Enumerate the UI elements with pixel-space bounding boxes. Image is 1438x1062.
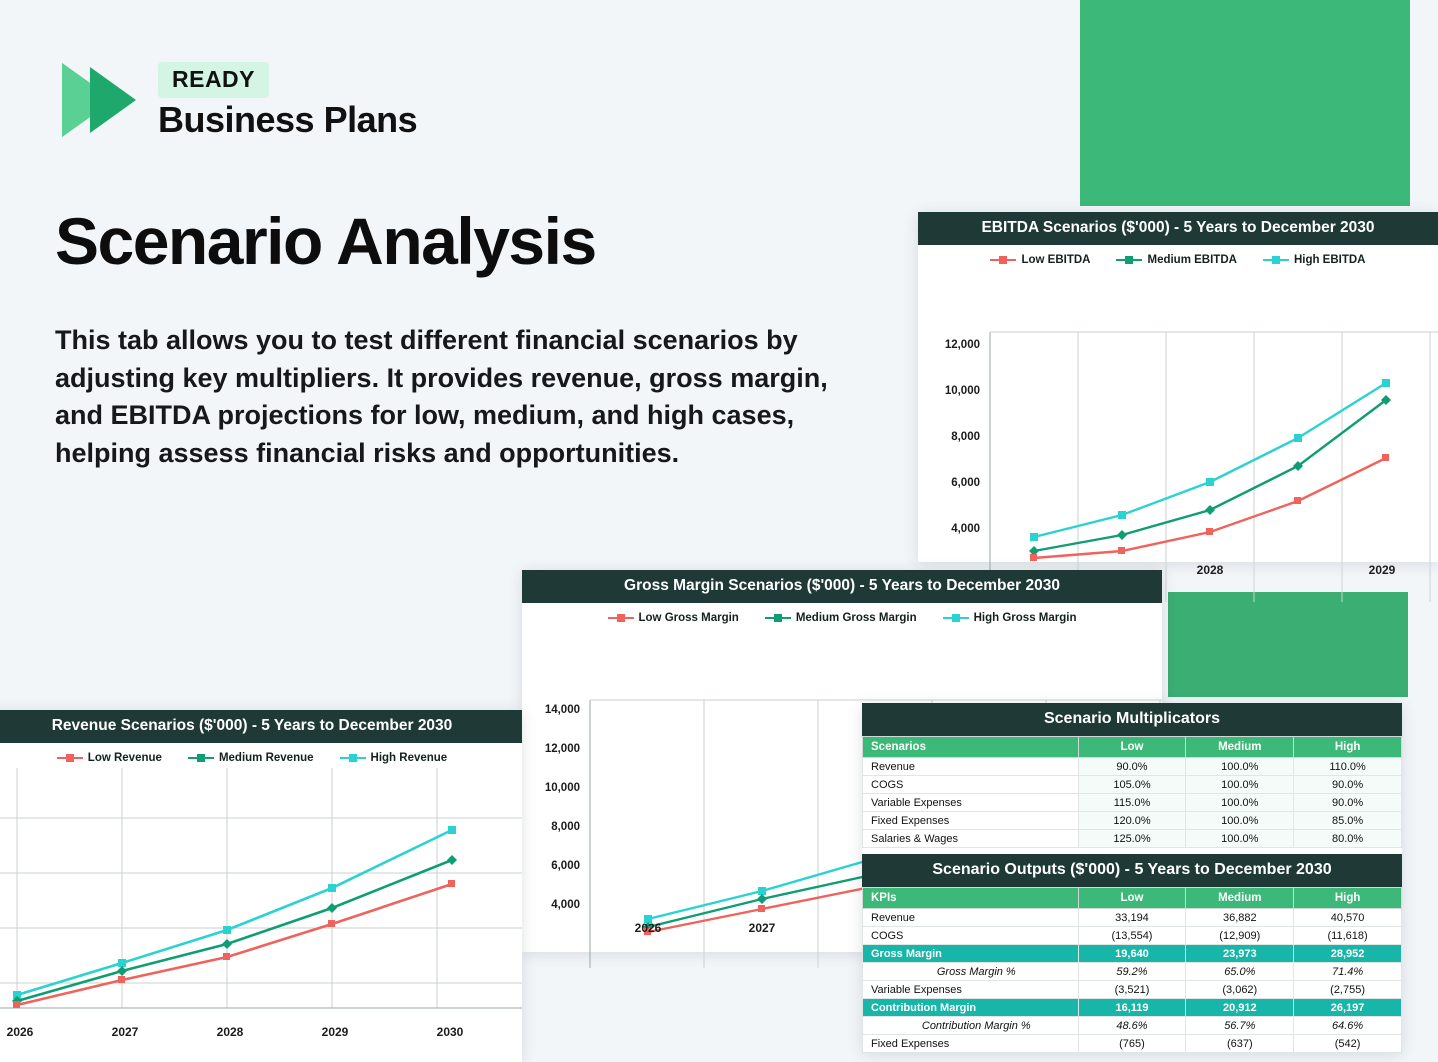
play-arrow-icon (56, 55, 140, 145)
ebitda-scenarios-chart-card (918, 212, 1438, 577)
col-low: Low (1078, 737, 1186, 758)
table-row (863, 758, 1402, 776)
gross-margin-xtick-2026: 2026 (634, 921, 662, 935)
legend-label-medium: Medium EBITDA (1147, 254, 1237, 266)
cell-low: 19,640 (1078, 945, 1186, 963)
cell-medium: (12,909) (1186, 927, 1294, 945)
legend-label-high: High EBITDA (1293, 254, 1366, 266)
cell-medium: 100.0% (1186, 812, 1294, 830)
gross-margin-chart-title: Gross Margin Scenarios ($'000) - 5 Years to December 2030 (522, 570, 1162, 603)
cell-high: 28,952 (1294, 945, 1402, 963)
decorative-green-block-top (1080, 0, 1410, 206)
cell-medium: 65.0% (1186, 963, 1294, 981)
scenario-tables-card (862, 703, 1402, 1053)
cell-low: 48.6% (1078, 1017, 1186, 1035)
ebitda-xtick-2028: 2028 (1196, 563, 1224, 577)
cell-low: 120.0% (1078, 812, 1186, 830)
revenue-xtick-2029: 2029 (321, 1025, 349, 1039)
row-label: Gross Margin % (863, 963, 1079, 981)
legend-item-medium-revenue (188, 752, 314, 764)
cell-high: 71.4% (1294, 963, 1402, 981)
revenue-chart-title: Revenue Scenarios ($'000) - 5 Years to December 2030 (0, 710, 522, 743)
cell-low: 90.0% (1078, 758, 1186, 776)
table-row (863, 776, 1402, 794)
cell-medium: (3,062) (1186, 981, 1294, 999)
revenue-xtick-2030: 2030 (436, 1025, 464, 1039)
page-title: Scenario Analysis (55, 204, 596, 278)
legend-item-high-ebitda (1263, 254, 1366, 266)
svg-text:4,000: 4,000 (951, 523, 980, 535)
revenue-xtick-2026: 2026 (6, 1025, 34, 1039)
table-row (863, 1017, 1402, 1035)
revenue-xtick-2028: 2028 (216, 1025, 244, 1039)
col-low: Low (1078, 888, 1186, 909)
revenue-chart-legend (0, 743, 522, 768)
cell-low: (13,554) (1078, 927, 1186, 945)
scenario-outputs-title: Scenario Outputs ($'000) - 5 Years to December 2030 (862, 854, 1402, 887)
cell-medium: (637) (1186, 1035, 1294, 1053)
legend-swatch-low (608, 617, 634, 619)
cell-medium: 100.0% (1186, 776, 1294, 794)
cell-high: 110.0% (1294, 758, 1402, 776)
cell-high: (11,618) (1294, 927, 1402, 945)
ebitda-chart-legend (918, 245, 1438, 270)
cell-low: 33,194 (1078, 909, 1186, 927)
svg-text:4,000: 4,000 (551, 899, 580, 911)
table-row (863, 927, 1402, 945)
col-medium: Medium (1186, 888, 1294, 909)
legend-item-low-gross-margin (608, 612, 739, 624)
table-row (863, 812, 1402, 830)
scenario-multiplicators-table (862, 736, 1402, 848)
revenue-plot-area (0, 768, 522, 1052)
legend-item-low-ebitda (990, 254, 1090, 266)
gross-margin-xtick-2027: 2027 (748, 921, 776, 935)
cell-high: 64.6% (1294, 1017, 1402, 1035)
cell-medium: 56.7% (1186, 1017, 1294, 1035)
cell-medium: 36,882 (1186, 909, 1294, 927)
cell-medium: 100.0% (1186, 794, 1294, 812)
svg-text:12,000: 12,000 (944, 339, 980, 351)
svg-text:10,000: 10,000 (944, 385, 980, 397)
table-row (863, 830, 1402, 848)
legend-swatch-medium (1116, 259, 1142, 261)
ebitda-chart-title: EBITDA Scenarios ($'000) - 5 Years to December 2030 (918, 212, 1438, 245)
cell-medium: 20,912 (1186, 999, 1294, 1017)
row-label: Variable Expenses (863, 794, 1079, 812)
cell-medium: 23,973 (1186, 945, 1294, 963)
table-row (863, 981, 1402, 999)
col-high: High (1294, 737, 1402, 758)
legend-swatch-high (1263, 259, 1289, 261)
cell-low: (765) (1078, 1035, 1186, 1053)
cell-low: 105.0% (1078, 776, 1186, 794)
row-label: Fixed Expenses (863, 1035, 1079, 1053)
legend-item-medium-ebitda (1116, 254, 1236, 266)
table-row (863, 909, 1402, 927)
row-label: COGS (863, 927, 1079, 945)
brand-logo (56, 55, 417, 145)
cell-high: 90.0% (1294, 794, 1402, 812)
table-row-highlight (863, 945, 1402, 963)
revenue-scenarios-chart-card (0, 710, 522, 1062)
legend-swatch-medium (188, 757, 214, 759)
legend-swatch-low (57, 757, 83, 759)
legend-label-medium: Medium Gross Margin (795, 612, 917, 624)
cell-high: 40,570 (1294, 909, 1402, 927)
legend-swatch-high (340, 757, 366, 759)
legend-item-high-gross-margin (943, 612, 1077, 624)
table-row (863, 963, 1402, 981)
legend-label-medium: Medium Revenue (218, 752, 314, 764)
cell-low: 125.0% (1078, 830, 1186, 848)
cell-medium: 100.0% (1186, 830, 1294, 848)
row-label: Gross Margin (863, 945, 1079, 963)
legend-item-high-revenue (340, 752, 448, 764)
ready-badge: READY (158, 62, 269, 98)
row-label: COGS (863, 776, 1079, 794)
col-medium: Medium (1186, 737, 1294, 758)
cell-high: (2,755) (1294, 981, 1402, 999)
svg-text:14,000: 14,000 (544, 704, 580, 716)
legend-swatch-low (990, 259, 1016, 261)
svg-text:10,000: 10,000 (544, 782, 580, 794)
gross-margin-chart-legend (522, 603, 1162, 628)
row-label: Revenue (863, 758, 1079, 776)
cell-high: (542) (1294, 1035, 1402, 1053)
scenario-outputs-table (862, 887, 1402, 1053)
svg-text:12,000: 12,000 (544, 743, 580, 755)
page-description: This tab allows you to test different financial scenarios by adjusting key multipliers. It provides revenue, gross margin, and EBITDA projections for low, medium, and high cases, helping assess financial risks and opportunities. (55, 325, 828, 468)
table-header-row (863, 888, 1402, 909)
legend-item-low-revenue (57, 752, 162, 764)
ebitda-xtick-2029: 2029 (1368, 563, 1396, 577)
scenario-multiplicators-title: Scenario Multiplicators (862, 703, 1402, 736)
table-row-highlight (863, 999, 1402, 1017)
row-label: Salaries & Wages (863, 830, 1079, 848)
legend-label-high: High Gross Margin (973, 612, 1077, 624)
row-label: Contribution Margin % (863, 1017, 1079, 1035)
table-header-row (863, 737, 1402, 758)
cell-low: 59.2% (1078, 963, 1186, 981)
legend-swatch-high (943, 617, 969, 619)
cell-low: 16,119 (1078, 999, 1186, 1017)
decorative-green-block-mid (1168, 592, 1408, 697)
col-scenarios: Scenarios (863, 737, 1079, 758)
brand-name: Business Plans (158, 99, 418, 140)
col-kpis: KPIs (863, 888, 1079, 909)
revenue-xtick-2027: 2027 (111, 1025, 139, 1039)
cell-low: (3,521) (1078, 981, 1186, 999)
table-row (863, 1035, 1402, 1053)
legend-label-low: Low Gross Margin (638, 612, 739, 624)
svg-text:8,000: 8,000 (551, 821, 580, 833)
cell-medium: 100.0% (1186, 758, 1294, 776)
cell-high: 80.0% (1294, 830, 1402, 848)
ebitda-plot-area (918, 270, 1438, 588)
svg-text:6,000: 6,000 (951, 477, 980, 489)
cell-high: 26,197 (1294, 999, 1402, 1017)
row-label: Fixed Expenses (863, 812, 1079, 830)
svg-text:6,000: 6,000 (551, 860, 580, 872)
legend-label-low: Low EBITDA (1021, 254, 1091, 266)
row-label: Variable Expenses (863, 981, 1079, 999)
col-high: High (1294, 888, 1402, 909)
cell-high: 90.0% (1294, 776, 1402, 794)
legend-label-low: Low Revenue (87, 752, 162, 764)
cell-high: 85.0% (1294, 812, 1402, 830)
table-row (863, 794, 1402, 812)
legend-swatch-medium (765, 617, 791, 619)
row-label: Contribution Margin (863, 999, 1079, 1017)
legend-item-medium-gross-margin (765, 612, 917, 624)
svg-text:8,000: 8,000 (951, 431, 980, 443)
legend-label-high: High Revenue (370, 752, 448, 764)
cell-low: 115.0% (1078, 794, 1186, 812)
row-label: Revenue (863, 909, 1079, 927)
